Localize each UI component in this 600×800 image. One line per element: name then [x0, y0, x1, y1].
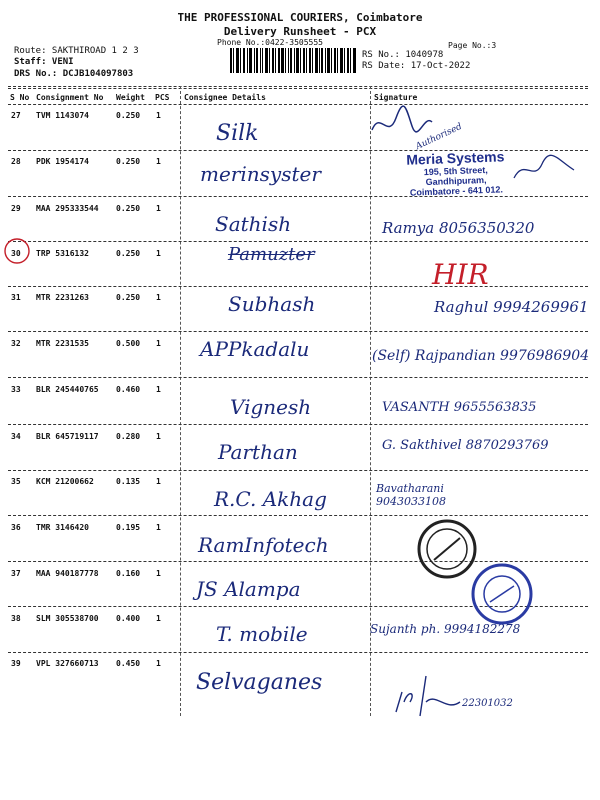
row-separator — [8, 515, 588, 516]
row-pcs: 1 — [156, 477, 161, 486]
phone-number: Phone No.:0422-3505555 — [217, 38, 323, 47]
signature-handwriting: G. Sakthivel 8870293769 — [382, 438, 549, 453]
row-sno: 35 — [11, 477, 21, 486]
round-seal — [470, 562, 534, 626]
row-weight: 0.250 — [116, 157, 141, 166]
stamp-name: Meria Systems — [406, 148, 505, 168]
signature-handwriting: VASANTH 9655563835 — [382, 400, 537, 415]
row-separator — [8, 652, 588, 653]
consignee-handwriting: APPkadalu — [200, 337, 310, 361]
column-consignee: Consignee Details — [184, 93, 266, 102]
row-pcs: 1 — [156, 111, 161, 120]
row-sno: 36 — [11, 523, 21, 532]
consignee-handwriting: Parthan — [218, 440, 298, 464]
row-sno: 39 — [11, 659, 21, 668]
consignee-handwriting: Vignesh — [230, 395, 312, 419]
row-weight: 0.250 — [116, 111, 141, 120]
column-sno: S No — [10, 93, 30, 102]
header-separator — [8, 104, 588, 105]
row-separator — [8, 470, 588, 471]
row-pcs: 1 — [156, 204, 161, 213]
row-weight: 0.400 — [116, 614, 141, 623]
row-weight: 0.195 — [116, 523, 141, 532]
column-signature: Signature — [374, 93, 418, 102]
row-consignment: BLR 645719117 — [36, 432, 99, 441]
row-weight: 0.500 — [116, 339, 141, 348]
row-separator — [8, 424, 588, 425]
row-weight: 0.450 — [116, 659, 141, 668]
page-number: Page No.:3 — [448, 41, 497, 50]
row-pcs: 1 — [156, 569, 161, 578]
drs-number: DRS No.: DCJB104097803 — [14, 69, 134, 79]
row-pcs: 1 — [156, 293, 161, 302]
consignee-handwriting: RamInfotech — [198, 533, 329, 557]
consignee-handwriting: Selvaganes — [196, 670, 323, 695]
row-sno: 38 — [11, 614, 21, 623]
row-consignment: PDK 1954174 — [36, 157, 89, 166]
row-pcs: 1 — [156, 249, 161, 258]
signature-handwriting: 22301032 — [462, 698, 513, 709]
row-pcs: 1 — [156, 659, 161, 668]
column-divider — [180, 86, 181, 716]
signature-handwriting: HIR — [432, 258, 489, 291]
signature-handwriting: Sujanth ph. 9994182278 — [370, 622, 521, 636]
row-pcs: 1 — [156, 339, 161, 348]
staff-label: Staff: VENI — [14, 57, 74, 67]
row-sno: 29 — [11, 204, 21, 213]
row-sno: 37 — [11, 569, 21, 578]
row-pcs: 1 — [156, 614, 161, 623]
signature-handwriting: Ramya 8056350320 — [382, 219, 535, 237]
row-sno: 27 — [11, 111, 21, 120]
stamp-address: 195, 5th Street, — [423, 164, 488, 178]
consignee-handwriting: R.C. Akhag — [214, 487, 327, 511]
row-separator — [8, 241, 588, 242]
row-consignment: TVM 1143074 — [36, 111, 89, 120]
signature-authorised-text: Authorised — [414, 121, 464, 153]
row-consignment: MAA 940187778 — [36, 569, 99, 578]
consignee-handwriting: JS Alampa — [196, 577, 301, 601]
row-highlight-circle — [2, 236, 32, 266]
row-sno: 33 — [11, 385, 21, 394]
row-sno: 34 — [11, 432, 21, 441]
stamp-address: Coimbatore - 641 012. — [409, 184, 504, 198]
consignee-handwriting: Sathish — [215, 212, 292, 236]
rs-date: RS Date: 17-Oct-2022 — [362, 61, 471, 71]
row-weight: 0.250 — [116, 249, 141, 258]
row-consignment: MTR 2231535 — [36, 339, 89, 348]
row-sno: 32 — [11, 339, 21, 348]
row-separator — [8, 286, 588, 287]
signature-handwriting: Bavatharani 9043033108 — [376, 482, 446, 508]
row-consignment: SLM 305538700 — [36, 614, 99, 623]
row-consignment: VPL 327660713 — [36, 659, 99, 668]
row-sno: 31 — [11, 293, 21, 302]
header-separator — [8, 86, 588, 87]
column-pcs: PCS — [155, 93, 170, 102]
column-weight: Weight — [116, 93, 145, 102]
signature-scribble — [366, 100, 446, 150]
row-weight: 0.250 — [116, 293, 141, 302]
signature-handwriting: (Self) Rajpandian 9976986904 — [372, 348, 590, 364]
barcode-image — [230, 48, 356, 73]
stamp-address: Gandhipuram, — [425, 174, 487, 188]
row-weight: 0.135 — [116, 477, 141, 486]
row-separator — [8, 377, 588, 378]
route-label: Route: SAKTHIROAD 1 2 3 — [14, 46, 139, 56]
row-pcs: 1 — [156, 157, 161, 166]
company-title: THE PROFESSIONAL COURIERS, Coimbatore — [177, 11, 423, 24]
row-separator — [8, 331, 588, 332]
row-sno: 28 — [11, 157, 21, 166]
row-consignment: MAA 295333544 — [36, 204, 99, 213]
row-consignment: KCM 21200662 — [36, 477, 94, 486]
row-weight: 0.280 — [116, 432, 141, 441]
row-consignment: MTR 2231263 — [36, 293, 89, 302]
row-pcs: 1 — [156, 523, 161, 532]
row-pcs: 1 — [156, 385, 161, 394]
row-weight: 0.160 — [116, 569, 141, 578]
consignee-handwriting: Pamuzter — [228, 244, 315, 265]
column-consignment: Consignment No — [36, 93, 104, 102]
consignee-handwriting: Silk — [216, 121, 259, 146]
row-sno: 30 — [11, 249, 21, 258]
row-weight: 0.460 — [116, 385, 141, 394]
consignee-handwriting: T. mobile — [216, 622, 308, 646]
round-seal — [416, 518, 478, 580]
signature-scribble — [510, 152, 580, 188]
row-consignment: TMR 3146420 — [36, 523, 89, 532]
signature-scribble — [390, 672, 470, 722]
consignee-handwriting: Subhash — [228, 292, 316, 316]
signature-handwriting: Raghul 9994269961 — [434, 298, 589, 316]
document-subtitle: Delivery Runsheet - PCX — [223, 25, 377, 38]
header-separator — [8, 88, 588, 89]
row-consignment: BLR 245440765 — [36, 385, 99, 394]
rs-number: RS No.: 1040978 — [362, 50, 444, 60]
row-pcs: 1 — [156, 432, 161, 441]
row-consignment: TRP 5316132 — [36, 249, 89, 258]
row-weight: 0.250 — [116, 204, 141, 213]
consignee-handwriting: merinsyster — [200, 162, 321, 186]
